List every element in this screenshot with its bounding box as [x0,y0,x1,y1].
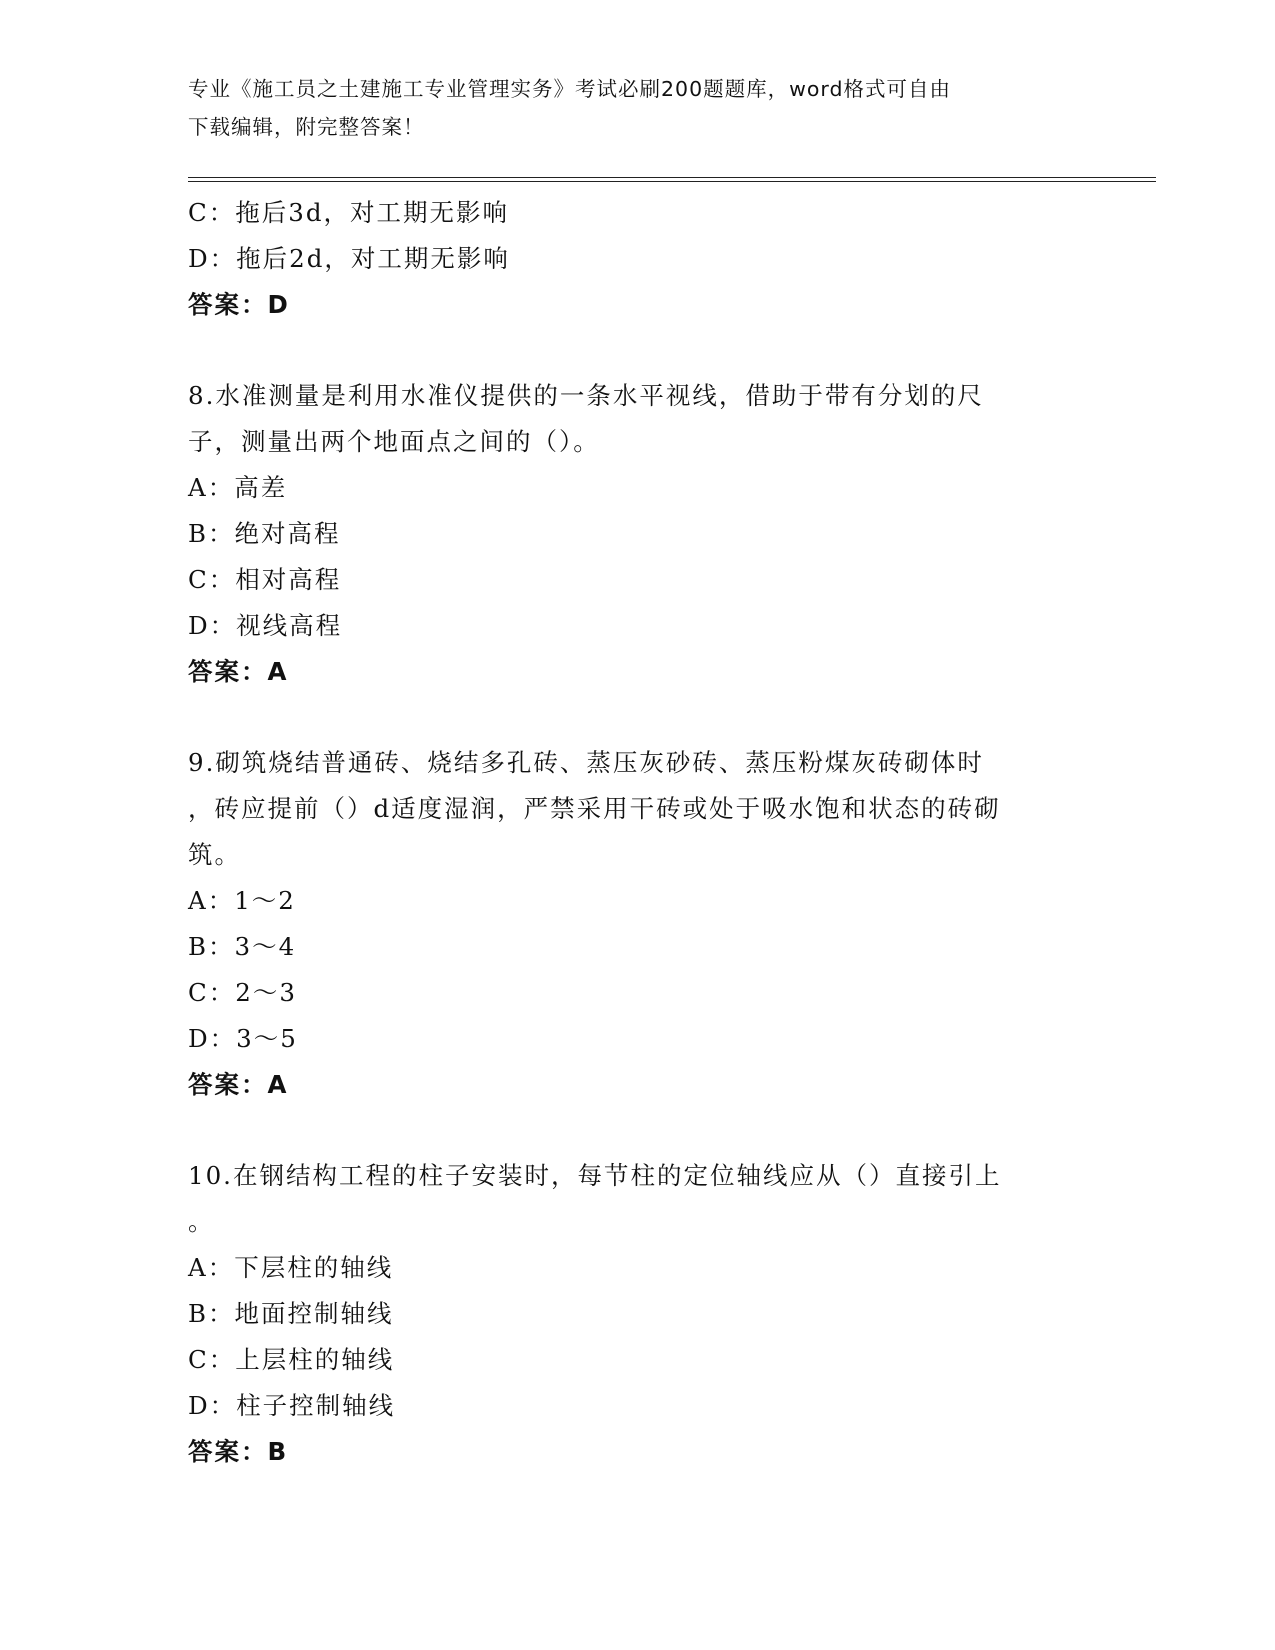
option-c: C：拖后3d，对工期无影响 [188,198,510,227]
option-c: C：2～3 [188,978,297,1007]
spacer [188,328,1088,373]
question-text-line: 8.水准测量是利用水准仪提供的一条水平视线，借助于带有分划的尺 [188,381,984,410]
answer-label: 答案：A [188,657,289,686]
header-line-1: 专业《施工员之土建施工专业管理实务》考试必刷200题题库，word格式可自由 [188,77,952,101]
option-d: D：拖后2d，对工期无影响 [188,244,510,273]
question-text-line: 9.砌筑烧结普通砖、烧结多孔砖、蒸压灰砂砖、蒸压粉煤灰砖砌体时 [188,748,984,777]
option-d: D：3～5 [188,1024,298,1053]
option-d: D：柱子控制轴线 [188,1391,396,1420]
question-text-line: ，砖应提前（）d适度湿润，严禁采用干砖或处于吸水饱和状态的砖砌 [188,794,1001,823]
header-divider [188,177,1156,182]
question-text-line: 筑。 [188,840,241,869]
spacer [188,1108,1088,1153]
header-line-2: 下载编辑，附完整答案！ [188,115,425,139]
prev-question-block [188,190,1088,328]
answer-label: 答案：A [188,1070,289,1099]
option-b: B：3～4 [188,932,297,961]
answer-label: 答案：D [188,290,290,319]
question-10 [188,1153,1088,1475]
answer-label: 答案：B [188,1437,289,1466]
option-b: B：地面控制轴线 [188,1299,394,1328]
question-text-line: 子，测量出两个地面点之间的（）。 [188,427,600,456]
option-a: A：高差 [188,473,288,502]
question-text-line: 10.在钢结构工程的柱子安装时，每节柱的定位轴线应从（）直接引上 [188,1161,1002,1190]
document-body [188,190,1088,1475]
question-9 [188,740,1088,1108]
option-b: B：绝对高程 [188,519,341,548]
page-header [188,70,1068,146]
option-a: A：下层柱的轴线 [188,1253,394,1282]
question-text-line: 。 [188,1207,215,1236]
option-d: D：视线高程 [188,611,343,640]
question-8 [188,373,1088,695]
option-c: C：相对高程 [188,565,342,594]
option-a: A：1～2 [188,886,296,915]
spacer [188,695,1088,740]
option-c: C：上层柱的轴线 [188,1345,395,1374]
